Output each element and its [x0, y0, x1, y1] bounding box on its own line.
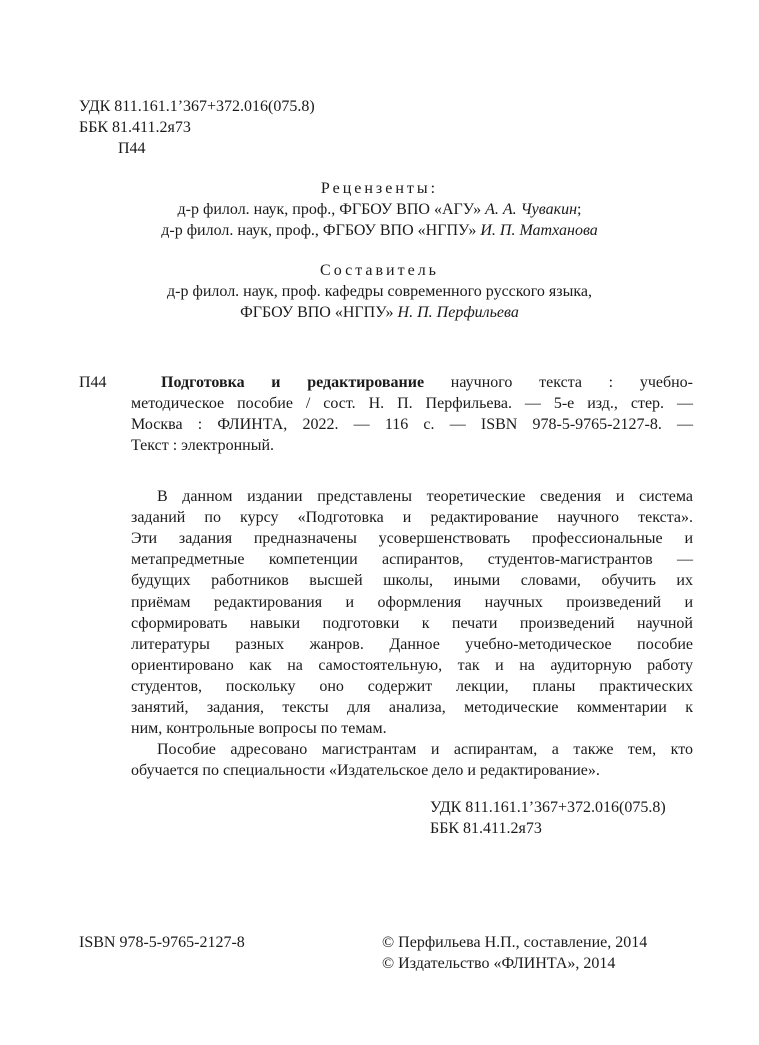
reviewer-line-2	[0, 220, 759, 241]
record-line-3: Москва : ФЛИНТА, 2022. — 116 с. — ISBN 978-5-9765-2127-8. —	[131, 416, 693, 434]
abstract	[131, 486, 693, 782]
reviewers-heading: Рецензенты:	[320, 180, 439, 197]
abstract-udk: УДК 811.161.1’367+372.016(075.8)	[430, 799, 666, 816]
compiler-line-1: д-р филол. наук, проф. кафедры современного русского языка,	[167, 283, 592, 300]
abstract-line: Эти задания предназначены усовершенствовать профессиональные и	[131, 530, 693, 548]
reviewer-2-affiliation: д-р филол. наук, проф., ФГБОУ ВПО «НГПУ»	[161, 222, 477, 239]
header-code: П44	[118, 140, 146, 157]
footer-copyright-1: © Перфильева Н.П., составление, 2014	[382, 934, 648, 951]
compiler-line-2	[0, 302, 759, 323]
record-line-2: методическое пособие / сост. Н. П. Перфильева. — 5-е изд., стер. —	[131, 395, 693, 413]
abstract-bbk: ББК 81.411.2я73	[430, 820, 542, 837]
abstract-line: литературы разных жанров. Данное учебно-методическое пособие	[131, 635, 693, 653]
reviewer-1-suffix: ;	[577, 201, 582, 218]
reviewer-2-name: И. П. Матханова	[480, 222, 598, 239]
abstract-line: ориентировано как на самостоятельную, так и на аудиторную работу	[131, 656, 693, 674]
record-line-4: Текст : электронный.	[131, 437, 275, 455]
abstract-line: занятий, задания, тексты для анализа, методические комментарии к	[131, 699, 693, 717]
abstract-line: заданий по курсу «Подготовка и редактирование научного текста».	[131, 509, 693, 527]
reviewer-1-affiliation: д-р филол. наук, проф., ФГБОУ ВПО «АГУ»	[177, 201, 482, 218]
footer-isbn: ISBN 978-5-9765-2127-8	[79, 934, 245, 951]
record-line-1	[131, 372, 693, 393]
reviewer-line-1	[0, 199, 759, 220]
bibliographic-record	[131, 372, 693, 456]
header-bbk: ББК 81.411.2я73	[79, 119, 191, 136]
compiler-name: Н. П. Перфильева	[397, 304, 519, 321]
footer-copyright-2: © Издательство «ФЛИНТА», 2014	[382, 955, 616, 972]
abstract-line: ним, контрольные вопросы по темам.	[131, 720, 387, 738]
abstract-line: В данном издании представлены теоретические сведения и система	[157, 488, 693, 505]
abstract-line: студентов, поскольку оно содержит лекции, планы практических	[131, 677, 693, 695]
reviewer-1-name: А. А. Чувакин	[485, 201, 578, 218]
compiler-affiliation: ФГБОУ ВПО «НГПУ»	[240, 304, 394, 321]
abstract-line: будущих работников высшей школы, иными словами, обучить их	[131, 572, 693, 590]
abstract-line: обучается по специальности «Издательское дело и редактирование».	[131, 762, 600, 780]
record-title: Подготовка и редактирование	[161, 374, 425, 391]
record-title-rest: научного текста : учебно-	[450, 374, 694, 391]
header-udk: УДК 811.161.1’367+372.016(075.8)	[79, 98, 315, 115]
abstract-line: приёмам редактирования и оформления научных произведений и	[131, 593, 693, 611]
abstract-line: Пособие адресовано магистрантам и аспирантам, а также тем, кто	[157, 741, 693, 759]
abstract-line: сформировать навыки подготовки к печати произведений научной	[131, 614, 693, 632]
compiler-heading: Составитель	[320, 262, 439, 279]
abstract-line: метапредметные компетенции аспирантов, студентов-магистрантов —	[131, 551, 693, 569]
record-code: П44	[79, 374, 107, 391]
